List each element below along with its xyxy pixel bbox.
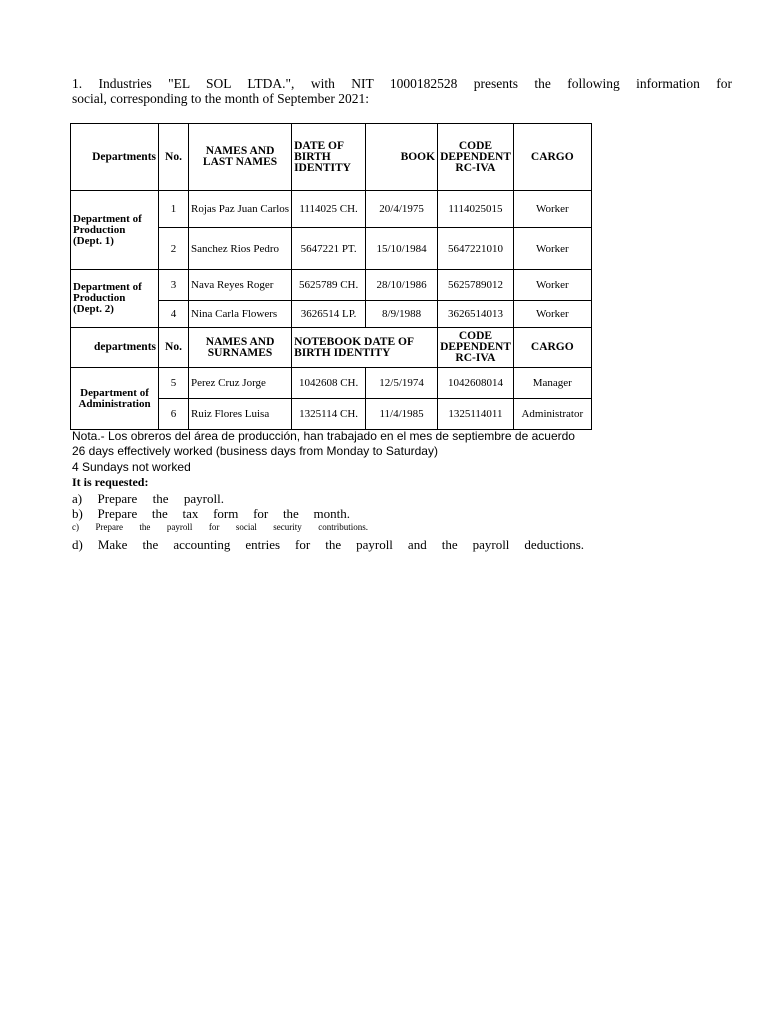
sundays-line: 4 Sundays not worked [72,460,191,474]
department-cell: Department of Production (Dept. 1) [71,191,159,270]
table-header-row [71,124,592,191]
row-code: 1042608014 [438,368,514,399]
request-b: b) Prepare the tax form for the month. [72,506,350,521]
row-date: 11/4/1985 [366,399,438,430]
row-date: 15/10/1984 [366,228,438,270]
header-names: NAMES AND LAST NAMES [189,124,292,191]
row-cargo: Worker [513,191,591,228]
header-notebook: NOTEBOOK DATE OF BIRTH IDENTITY [292,328,438,368]
department-cell: Department of Administration [71,368,159,430]
row-code: 5647221010 [438,228,514,270]
row-date: 8/9/1988 [366,301,438,328]
row-id: 3626514 LP. [292,301,366,328]
row-name: Perez Cruz Jorge [189,368,292,399]
row-date: 20/4/1975 [366,191,438,228]
header-date-birth: DATE OF BIRTH IDENTITY [292,124,366,191]
row-id: 5647221 PT. [292,228,366,270]
header-cargo: CARGO [513,328,591,368]
row-no: 2 [159,228,189,270]
header-code: CODE DEPENDENT RC-IVA [438,328,514,368]
header-cargo: CARGO [513,124,591,191]
table-row [71,368,592,399]
row-name: Nava Reyes Roger [189,270,292,301]
row-no: 4 [159,301,189,328]
row-cargo: Administrator [513,399,591,430]
row-name: Sanchez Rios Pedro [189,228,292,270]
header-no: No. [159,124,189,191]
row-name: Nina Carla Flowers [189,301,292,328]
row-id: 1114025 CH. [292,191,366,228]
days-worked-line: 26 days effectively worked (business days from Monday to Saturday) [72,444,438,458]
row-cargo: Worker [513,270,591,301]
request-a: a) Prepare the payroll. [72,491,224,506]
note-line: Nota.- Los obreros del área de producción, han trabajado en el mes de septiembre de acuerdo [72,429,575,443]
row-no: 1 [159,191,189,228]
row-cargo: Manager [513,368,591,399]
row-id: 1325114 CH. [292,399,366,430]
header-no: No. [159,328,189,368]
header-departments: Departments [71,124,159,191]
employee-table [70,123,592,430]
row-no: 3 [159,270,189,301]
table-row [71,270,592,301]
row-code: 5625789012 [438,270,514,301]
request-c: c) Prepare the payroll for social security contributions. [72,522,368,532]
table-row [71,191,592,228]
row-code: 3626514013 [438,301,514,328]
row-code: 1114025015 [438,191,514,228]
intro-line-1: 1. Industries "EL SOL LTDA.", with NIT 1000182528 presents the following information for [72,76,732,91]
intro-paragraph [72,76,732,106]
row-name: Rojas Paz Juan Carlos [189,191,292,228]
row-id: 5625789 CH. [292,270,366,301]
department-cell: Department of Production (Dept. 2) [71,270,159,328]
row-no: 6 [159,399,189,430]
row-code: 1325114011 [438,399,514,430]
row-date: 12/5/1974 [366,368,438,399]
table-header-row-2 [71,328,592,368]
header-book: BOOK [366,124,438,191]
row-no: 5 [159,368,189,399]
header-names: NAMES AND SURNAMES [189,328,292,368]
row-id: 1042608 CH. [292,368,366,399]
intro-line-2: social, corresponding to the month of September 2021: [72,91,369,106]
header-code: CODE DEPENDENT RC-IVA [438,124,514,191]
header-departments: departments [71,328,159,368]
requested-heading: It is requested: [72,475,149,489]
row-name: Ruiz Flores Luisa [189,399,292,430]
row-date: 28/10/1986 [366,270,438,301]
request-d: d) Make the accounting entries for the payroll and the payroll deductions. [72,537,584,552]
row-cargo: Worker [513,228,591,270]
row-cargo: Worker [513,301,591,328]
